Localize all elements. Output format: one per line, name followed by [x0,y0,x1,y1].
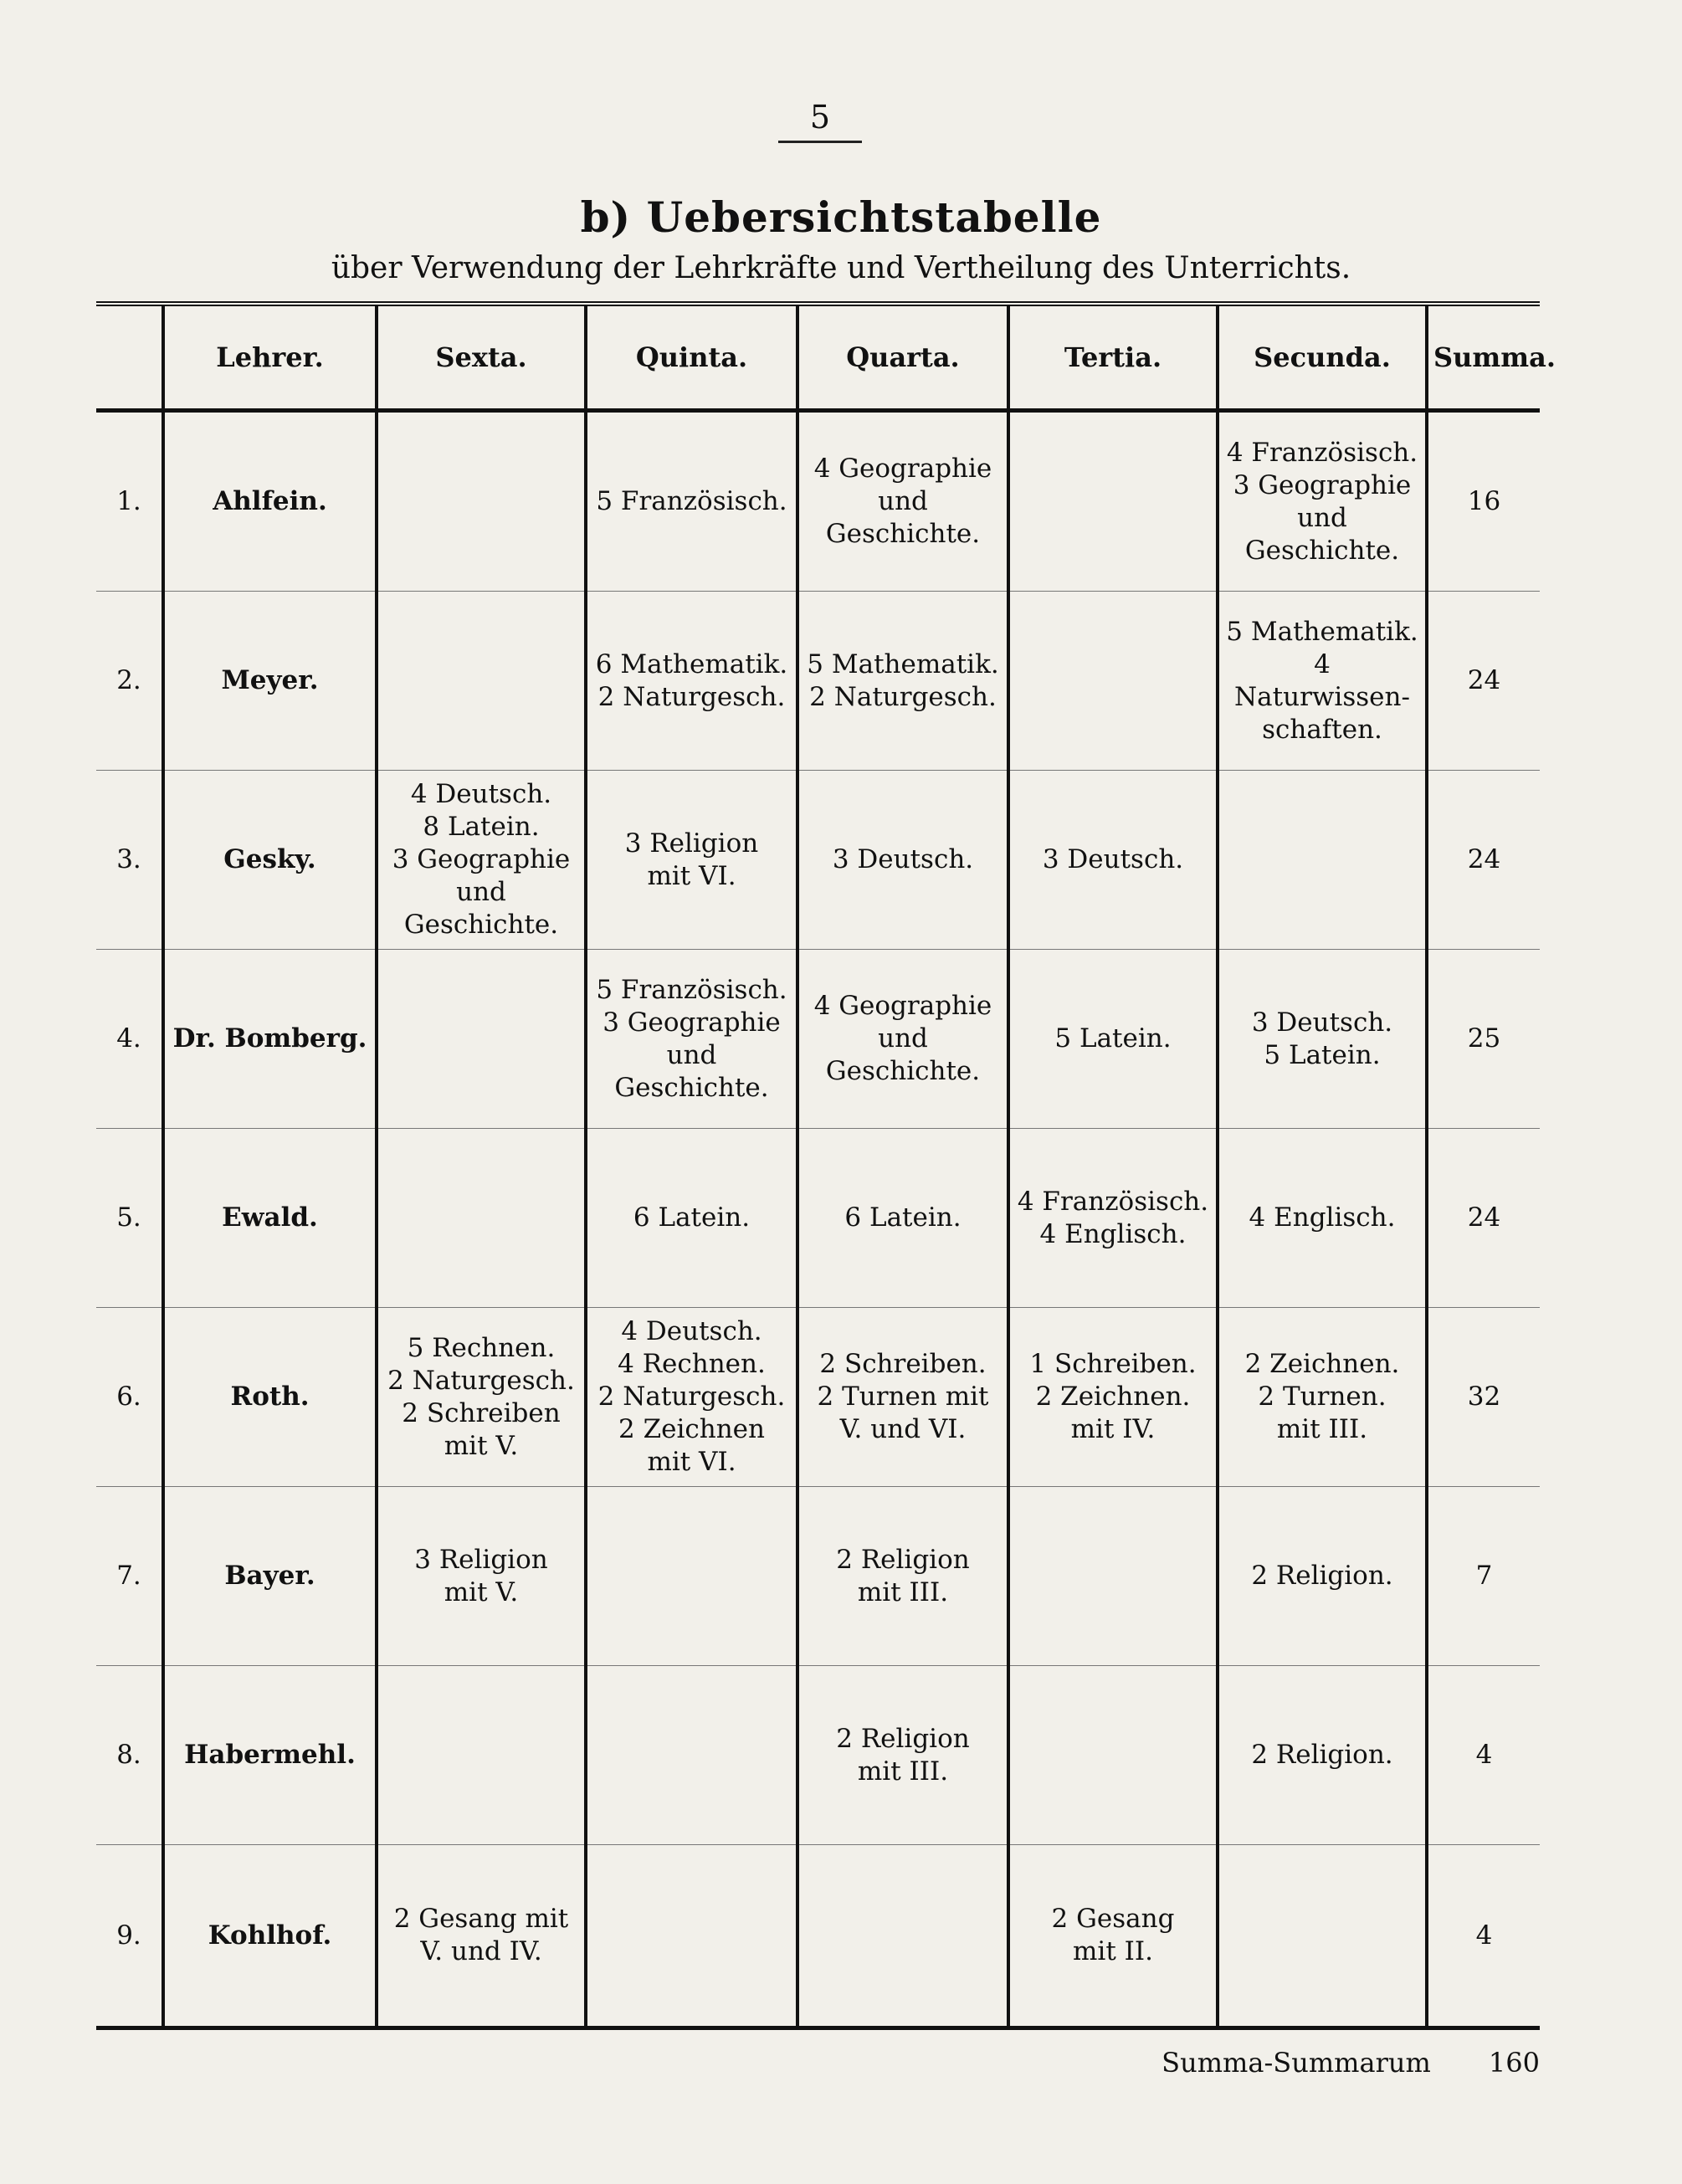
teacher-name: Habermehl. [163,1666,377,1845]
cell-secunda [1218,1666,1427,1845]
row-total: 24 [1427,771,1540,950]
row-number: 5. [96,1129,163,1308]
lesson-line: mit VI. [647,860,736,891]
cell-sexta [377,411,586,592]
lesson-line: 6 Latein. [633,1202,751,1233]
cell-tertia [1008,1129,1218,1308]
row-total: 4 [1427,1845,1540,2028]
cell-secunda [1218,771,1427,950]
cell-secunda [1218,1308,1427,1487]
row-number: 8. [96,1666,163,1845]
cell-secunda [1218,411,1427,592]
table-row [96,592,1540,771]
cell-quarta [797,1487,1008,1666]
lesson-line: 3 Deutsch. [1042,844,1184,874]
lesson-line: 2 Zeichnen [618,1414,765,1444]
table-row [96,1308,1540,1487]
table-row [96,411,1540,592]
row-total: 4 [1427,1666,1540,1845]
row-number: 4. [96,950,163,1129]
lesson-line: 2 Schreiben [402,1397,561,1428]
grand-total-label: Summa-Summarum [1162,2047,1431,2079]
overview-table [96,301,1556,2030]
cell-secunda [1218,1845,1427,2028]
lesson-line: mit III. [857,1756,949,1787]
teacher-name: Bayer. [163,1487,377,1666]
column-header-teacher: Lehrer. [163,304,377,411]
row-total: 24 [1427,592,1540,771]
lesson-line: 2 Zeichnen. [1035,1382,1191,1412]
column-header-sexta: Sexta. [377,304,586,411]
lesson-line: mit V. [444,1430,519,1461]
lesson-line: 2 Gesang mit [393,1904,569,1934]
cell-quarta [797,1845,1008,2028]
column-header-nr [96,304,163,411]
cell-tertia [1008,592,1218,771]
column-header-quinta: Quinta. [586,304,797,411]
lesson-line: und Geschichte. [1244,502,1400,566]
lesson-line: 8 Latein. [423,812,540,842]
cell-quarta [797,950,1008,1129]
cell-sexta [377,1845,586,2028]
grand-total-value: 160 [1488,2047,1540,2079]
cell-quinta [586,1487,797,1666]
lesson-line: 2 Religion. [1251,1740,1393,1770]
page-number-rule [778,141,862,143]
cell-quinta [586,1129,797,1308]
table-row [96,771,1540,950]
column-header-secunda: Secunda. [1218,304,1427,411]
teacher-name: Ewald. [163,1129,377,1308]
cell-secunda [1218,1129,1427,1308]
lesson-line: mit VI. [647,1447,736,1477]
lesson-line: 2 Schreiben. [819,1349,987,1379]
teacher-name: Kohlhof. [163,1845,377,2028]
table-row [96,1129,1540,1308]
teacher-name: Ahlfein. [163,411,377,592]
lesson-line: 3 Religion [624,828,759,859]
cell-quinta [586,1666,797,1845]
cell-tertia [1008,411,1218,592]
lesson-line: 6 Mathematik. [595,649,788,679]
lesson-line: 4 Geographie [813,454,992,484]
lesson-line: schaften. [1262,714,1382,745]
lesson-line: und Geschichte. [403,877,559,940]
teacher-name: Roth. [163,1308,377,1487]
lesson-line: 2 Religion. [1251,1561,1393,1591]
row-number: 2. [96,592,163,771]
lesson-line: 3 Geographie [603,1007,781,1038]
cell-quinta [586,1308,797,1487]
cell-tertia [1008,1666,1218,1845]
cell-quinta [586,592,797,771]
lesson-line: 4 Englisch. [1249,1202,1396,1233]
cell-tertia [1008,950,1218,1129]
lesson-line: 2 Naturgesch. [597,681,786,712]
lesson-line: 4 Englisch. [1039,1218,1187,1249]
cell-tertia [1008,1487,1218,1666]
cell-tertia [1008,1845,1218,2028]
lesson-line: 4 Französisch. [1017,1186,1209,1217]
column-header-quarta: Quarta. [797,304,1008,411]
lesson-line: 3 Deutsch. [1251,1007,1393,1038]
column-header-tertia: Tertia. [1008,304,1218,411]
row-number: 7. [96,1487,163,1666]
lesson-line: 4 Geographie [813,991,992,1021]
lesson-line: 4 Deutsch. [410,779,552,809]
lesson-line: 5 Französisch. [596,486,787,516]
table-row [96,1666,1540,1845]
lesson-line: V. und IV. [420,1936,542,1966]
cell-quarta [797,592,1008,771]
lesson-line: 6 Latein. [844,1202,962,1233]
lesson-line: 3 Geographie [1233,469,1412,500]
cell-sexta [377,1487,586,1666]
lesson-line: 3 Geographie [392,844,571,874]
lesson-line: 3 Religion [414,1544,548,1575]
row-number: 3. [96,771,163,950]
lesson-line: 5 Latein. [1264,1039,1381,1070]
lesson-line: 2 Religion [836,1544,970,1575]
cell-quarta [797,1666,1008,1845]
cell-secunda [1218,592,1427,771]
table-body [96,411,1540,2028]
lesson-line: 2 Naturgesch. [597,1382,786,1412]
teacher-name: Gesky. [163,771,377,950]
lesson-line: und Geschichte. [614,1039,769,1103]
lesson-line: 5 Latein. [1054,1023,1172,1054]
page-number: 5 [809,99,831,136]
lesson-line: 2 Naturgesch. [387,1365,575,1396]
lesson-line: 5 Mathematik. [807,649,999,679]
row-total: 32 [1427,1308,1540,1487]
cell-secunda [1218,950,1427,1129]
teacher-name: Dr. Bomberg. [163,950,377,1129]
cell-sexta [377,950,586,1129]
row-number: 1. [96,411,163,592]
lesson-line: 3 Deutsch. [832,844,974,874]
cell-sexta [377,1666,586,1845]
teacher-name: Meyer. [163,592,377,771]
header-row [96,304,1540,411]
table-row [96,1845,1540,2028]
lesson-line: V. und VI. [839,1414,967,1444]
lesson-line: 2 Turnen mit [817,1382,989,1412]
lesson-line: 4 Rechnen. [618,1349,766,1379]
cell-quinta [586,950,797,1129]
lesson-line: 5 Mathematik. [1226,616,1418,647]
cell-quarta [797,411,1008,592]
row-number: 6. [96,1308,163,1487]
lesson-line: 4 Französisch. [1226,437,1418,468]
cell-quinta [586,1845,797,2028]
table-subtitle: über Verwendung der Lehrkräfte und Vertheilung des Unterrichts. [331,251,1351,285]
lesson-line: und Geschichte. [825,1023,981,1086]
table-row [96,1487,1540,1666]
cell-tertia [1008,1308,1218,1487]
lesson-line: 2 Naturgesch. [809,681,997,712]
lesson-line: 2 Zeichnen. [1244,1349,1400,1379]
lesson-line: 2 Religion [836,1723,970,1754]
lesson-line: 2 Turnen. [1258,1382,1387,1412]
cell-quinta [586,771,797,950]
lesson-line: 1 Schreiben. [1029,1349,1197,1379]
cell-quinta [586,411,797,592]
row-number: 9. [96,1845,163,2028]
lesson-line: 2 Gesang [1051,1904,1175,1934]
lesson-line: mit III. [1276,1414,1368,1444]
cell-sexta [377,1129,586,1308]
lesson-line: mit IV. [1070,1414,1156,1444]
row-total: 25 [1427,950,1540,1129]
lesson-line: mit II. [1073,1936,1153,1966]
cell-quarta [797,1308,1008,1487]
cell-sexta [377,1308,586,1487]
lesson-line: 4 Naturwissen- [1234,649,1410,712]
table-title: b) Uebersichtstabelle [580,192,1102,242]
lesson-line: mit III. [857,1576,949,1607]
cell-quarta [797,771,1008,950]
lesson-line: 5 Französisch. [596,974,787,1005]
lesson-line: 4 Deutsch. [621,1316,762,1346]
lesson-line: und Geschichte. [825,486,981,549]
row-total: 7 [1427,1487,1540,1666]
cell-sexta [377,771,586,950]
cell-secunda [1218,1487,1427,1666]
lesson-line: 5 Rechnen. [407,1332,556,1363]
lesson-line: mit V. [444,1576,519,1607]
table-row [96,950,1540,1129]
cell-tertia [1008,771,1218,950]
cell-quarta [797,1129,1008,1308]
row-total: 16 [1427,411,1540,592]
column-header-summa: Summa. [1427,304,1540,411]
cell-sexta [377,592,586,771]
grand-total [1146,2047,1540,2079]
row-total: 24 [1427,1129,1540,1308]
